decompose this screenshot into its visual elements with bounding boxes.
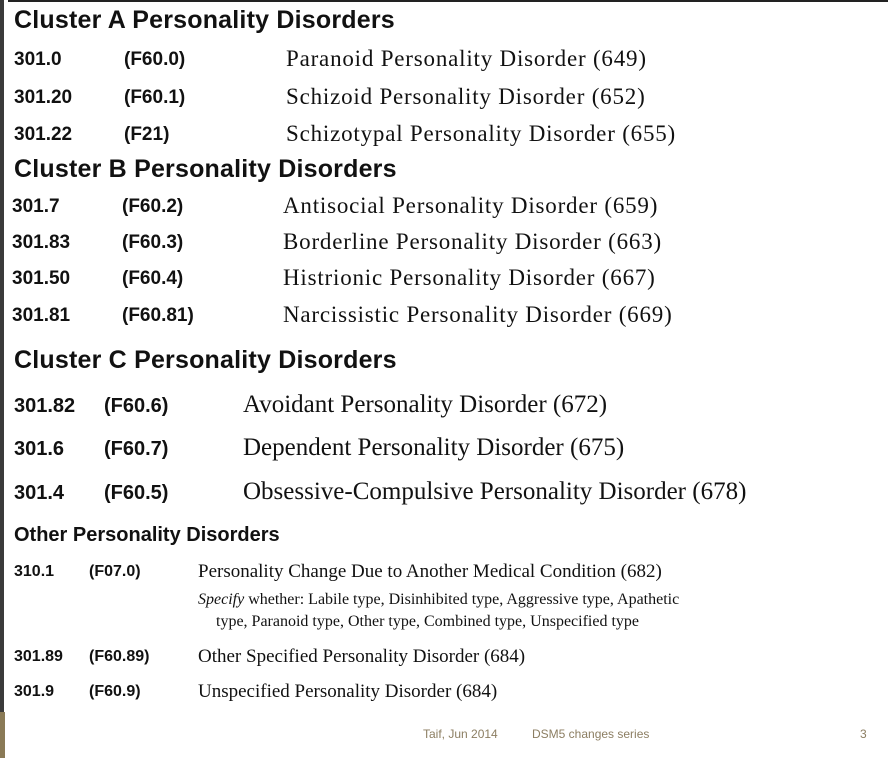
left-border (0, 0, 4, 758)
cluster-b-heading: Cluster B Personality Disorders (14, 155, 397, 183)
cluster-a-row-2-name: Schizoid Personality Disorder (652) (286, 84, 646, 109)
left-border-accent (0, 712, 5, 758)
cluster-b-row-3-code: 301.50 (12, 268, 71, 289)
other-row-3-name: Unspecified Personality Disorder (684) (198, 681, 498, 702)
cluster-a-row-2-code: 301.20 (14, 87, 73, 108)
cluster-b-row-4-code: 301.81 (12, 305, 71, 326)
cluster-a-heading: Cluster A Personality Disorders (14, 6, 395, 34)
cluster-a-row-3-icd: (F21) (124, 124, 170, 145)
other-row-2-name: Other Specified Personality Disorder (684) (198, 646, 526, 667)
top-rule (8, 0, 888, 2)
footer-series: DSM5 changes series (532, 727, 650, 741)
other-row-2-code: 301.89 (14, 648, 63, 665)
cluster-b-row-1-code: 301.7 (12, 196, 60, 217)
cluster-a-row-1-name: Paranoid Personality Disorder (649) (286, 46, 647, 71)
cluster-b-row-1-name: Antisocial Personality Disorder (659) (283, 193, 659, 218)
cluster-c-row-3-name: Obsessive-Compulsive Personality Disorder (678) (243, 478, 747, 505)
specify-text-1: whether: Labile type, Disinhibited type, Aggressive type, Apathetic (244, 591, 680, 608)
cluster-c-row-1-icd: (F60.6) (104, 395, 169, 417)
cluster-c-row-2-icd: (F60.7) (104, 438, 169, 460)
other-row-3-icd: (F60.9) (89, 683, 141, 700)
cluster-c-row-2-code: 301.6 (14, 438, 65, 460)
cluster-b-row-1-icd: (F60.2) (122, 196, 184, 217)
specify-line-2: type, Paranoid type, Other type, Combined type, Unspecified type (216, 613, 640, 630)
cluster-a-row-1-code: 301.0 (14, 49, 62, 70)
cluster-c-row-3-icd: (F60.5) (104, 482, 169, 504)
cluster-b-row-2-icd: (F60.3) (122, 232, 184, 253)
cluster-a-row-3-name: Schizotypal Personality Disorder (655) (286, 121, 677, 146)
cluster-b-row-4-name: Narcissistic Personality Disorder (669) (283, 302, 673, 327)
other-row-3-code: 301.9 (14, 683, 55, 700)
cluster-a-row-2-icd: (F60.1) (124, 87, 186, 108)
cluster-c-row-2-name: Dependent Personality Disorder (675) (243, 434, 625, 461)
other-heading: Other Personality Disorders (14, 524, 280, 546)
other-row-1-icd: (F07.0) (89, 563, 141, 580)
other-row-1-code: 310.1 (14, 563, 55, 580)
cluster-c-heading: Cluster C Personality Disorders (14, 346, 397, 374)
other-row-1-name: Personality Change Due to Another Medical Condition (682) (198, 561, 662, 582)
specify-line-1 (198, 591, 679, 609)
cluster-c-row-3-code: 301.4 (14, 482, 65, 504)
cluster-b-row-2-name: Borderline Personality Disorder (663) (283, 229, 662, 254)
slide-number: 3 (860, 727, 867, 741)
cluster-b-row-2-code: 301.83 (12, 232, 71, 253)
cluster-c-row-1-code: 301.82 (14, 395, 76, 417)
cluster-a-row-3-code: 301.22 (14, 124, 73, 145)
cluster-b-row-3-name: Histrionic Personality Disorder (667) (283, 265, 656, 290)
other-row-2-icd: (F60.89) (89, 648, 150, 665)
footer-author-date: Taif, Jun 2014 (423, 727, 498, 741)
cluster-c-row-1-name: Avoidant Personality Disorder (672) (243, 391, 608, 418)
specify-label: Specify (198, 591, 245, 608)
cluster-b-row-4-icd: (F60.81) (122, 305, 194, 326)
cluster-a-row-1-icd: (F60.0) (124, 49, 186, 70)
cluster-b-row-3-icd: (F60.4) (122, 268, 184, 289)
